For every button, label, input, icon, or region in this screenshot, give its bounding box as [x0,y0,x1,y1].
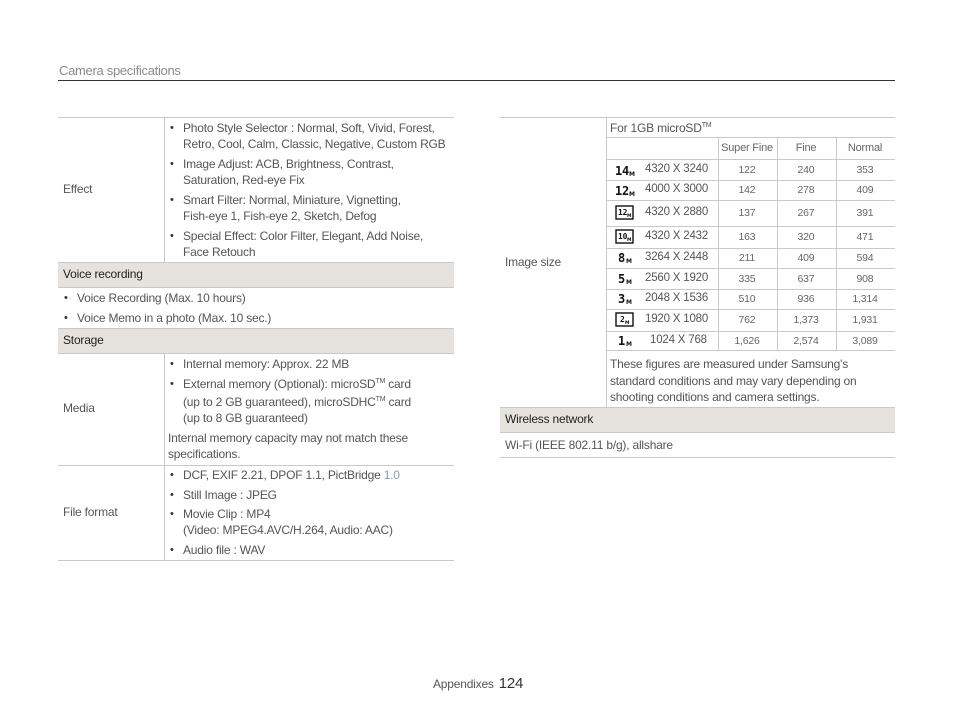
page-footer [433,675,523,692]
cell: 637 [797,273,815,285]
list-item: • Smart Filter: Normal, Miniature, Vignetting, [183,192,401,208]
resolution: 4320 X 2432 [645,230,709,242]
cell: 1,626 [734,335,760,347]
cell: 142 [738,184,756,196]
cell: 3,089 [852,335,878,347]
column-header: Super Fine [721,142,773,154]
list-item-cont: Retro, Cool, Calm, Classic, Negative, Custom RGB [183,137,446,151]
cell: 510 [738,293,756,305]
image-size-label: Image size [505,255,562,269]
2M-wide-icon [615,312,637,327]
svg-text:12: 12 [615,184,630,198]
page-header [58,62,895,81]
rule [606,309,895,310]
capacity-caption: For 1GB microSD™ [610,121,712,135]
section-header-wireless [500,407,895,433]
svg-text:M: M [626,299,632,306]
note-text: These figures are measured under Samsung's [610,357,849,371]
svg-text:M: M [627,238,632,243]
list-item-cont: (Video: MPEG4.AVC/H.264, Audio: AAC) [183,523,393,537]
note-text: standard conditions and may vary depending on [610,374,857,388]
file-format-label: File format [63,505,118,519]
svg-text:14: 14 [615,164,630,178]
cell: 335 [738,273,756,285]
note-text: shooting conditions and camera settings. [610,390,820,404]
column-header: Fine [795,142,817,154]
12M-icon [615,183,637,198]
svg-text:10: 10 [618,232,628,241]
page-number: 124 [498,675,524,692]
resolution: 3264 X 2448 [645,251,709,263]
rule [58,560,454,561]
resolution: 4320 X 2880 [645,206,709,218]
svg-text:1: 1 [618,334,626,348]
5M-icon [615,271,637,286]
effect-label: Effect [63,182,93,196]
rule [500,117,895,118]
resolution: 2048 X 1536 [645,292,709,304]
rule [58,117,454,118]
rule [606,180,895,181]
cell: 936 [797,293,815,305]
rule [606,226,895,227]
list-item: • Internal memory: Approx. 22 MB [183,356,349,372]
resolution: 2560 X 1920 [645,272,709,284]
list-item: • Image Adjust: ACB, Brightness, Contrast, [183,156,394,172]
resolution: 4000 X 3000 [645,183,709,195]
12M-wide-icon [615,205,637,220]
cell: 409 [856,184,874,196]
list-item: • Special Effect: Color Filter, Elegant, Add Noise, [183,228,423,244]
cell: 137 [738,207,756,219]
section-title: Wireless network [505,412,594,426]
footer-section: Appendixes [433,677,494,691]
14M-icon [615,163,637,178]
note-text: Internal memory capacity may not match these [168,431,408,445]
rule [606,159,895,160]
section-title: Storage [63,333,104,347]
cell: 409 [797,252,815,264]
rule [58,465,454,466]
divider [606,117,607,407]
rule [606,137,895,138]
svg-text:3: 3 [618,292,626,306]
8M-icon [615,250,637,265]
svg-text:8: 8 [618,251,626,265]
cell: 278 [797,184,815,196]
svg-text:M: M [626,258,632,265]
cell: 122 [738,164,756,176]
rule [606,350,895,351]
divider [164,354,165,560]
list-item: • Photo Style Selector : Normal, Soft, Vivid, Forest, [183,120,435,136]
svg-text:M: M [625,321,630,326]
rule [500,457,895,458]
section-header-voice [58,262,454,288]
svg-text:2: 2 [620,315,625,324]
rule [606,289,895,290]
list-item-cont: (up to 2 GB guaranteed), microSDHC™ card [183,395,412,409]
cell: 353 [856,164,874,176]
cell: 163 [738,231,756,243]
page-title: Camera specifications [59,63,181,78]
cell: 240 [797,164,815,176]
note-text: specifications. [168,447,241,461]
section-header-storage [58,328,454,354]
cell: 320 [797,231,815,243]
10M-wide-icon [615,229,637,244]
list-item-cont: (up to 8 GB guaranteed) [183,411,308,425]
cell: 594 [856,252,874,264]
svg-text:12: 12 [618,208,628,217]
svg-text:M: M [629,191,635,198]
svg-text:5: 5 [618,272,626,286]
list-item-cont: Face Retouch [183,245,256,259]
3M-icon [615,291,637,306]
list-item: • External memory (Optional): microSD™ card [183,376,411,392]
list-item-cont: Fish-eye 1, Fish-eye 2, Sketch, Defog [183,209,377,223]
wireless-value: Wi-Fi (IEEE 802.11 b/g), allshare [505,438,673,452]
1M-icon [615,333,637,348]
svg-text:M: M [626,279,632,286]
cell: 1,314 [852,293,878,305]
svg-text:M: M [626,341,632,348]
resolution: 1024 X 768 [650,334,707,346]
rule [606,268,895,269]
list-item: • DCF, EXIF 2.21, DPOF 1.1, PictBridge 1.0 [183,467,400,483]
rule [606,331,895,332]
cell: 1,931 [852,314,878,326]
section-title: Voice recording [63,267,143,281]
cell: 267 [797,207,815,219]
cell: 211 [738,252,756,264]
divider [164,117,165,262]
resolution: 1920 X 1080 [645,313,709,325]
list-item: • Voice Recording (Max. 10 hours) [77,290,246,306]
cell: 2,574 [793,335,819,347]
rule [606,248,895,249]
cell: 1,373 [793,314,819,326]
list-item: • Movie Clip : MP4 [183,506,271,522]
list-item: • Audio file : WAV [183,542,265,558]
list-item: • Voice Memo in a photo (Max. 10 sec.) [77,310,271,326]
cell: 908 [856,273,874,285]
resolution: 4320 X 3240 [645,163,709,175]
rule [606,200,895,201]
cell: 762 [738,314,756,326]
column-header: Normal [847,142,883,154]
svg-text:M: M [629,171,635,178]
cell: 391 [856,207,874,219]
svg-text:M: M [627,214,632,219]
cell: 471 [856,231,874,243]
media-label: Media [63,401,95,415]
list-item-cont: Saturation, Red-eye Fix [183,173,305,187]
list-item: • Still Image : JPEG [183,487,277,503]
